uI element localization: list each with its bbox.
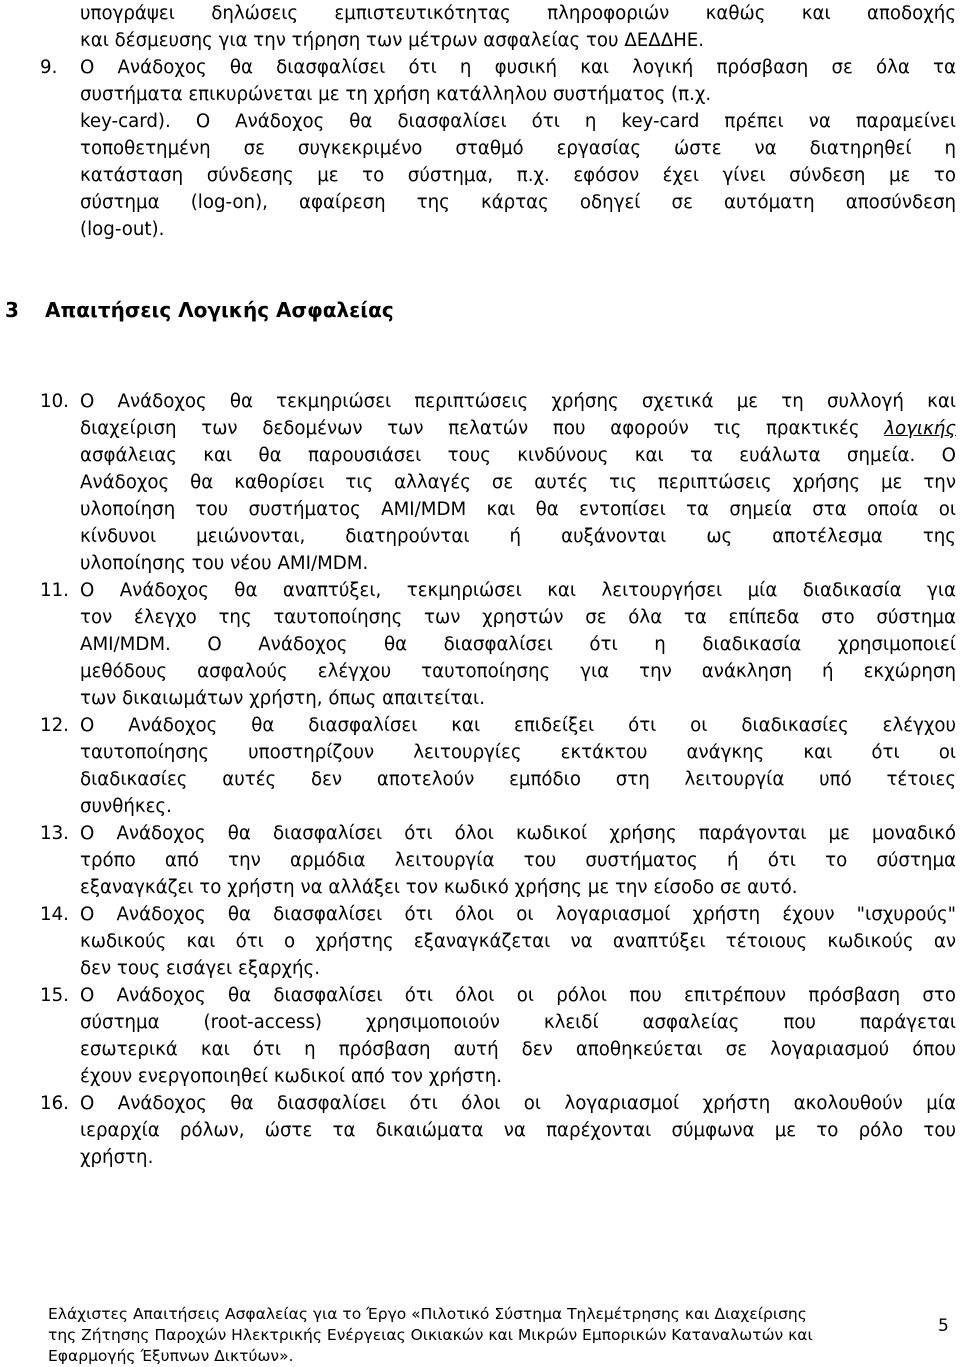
intro-line: υπογράψει δηλώσεις εμπιστευτικότητας πληροφοριών καθώς και αποδοχής	[80, 3, 956, 24]
item-number: 9.	[40, 57, 58, 78]
item-line: Ο Ανάδοχος θα διασφαλίσει ότι όλοι οι λογαριασμοί χρήστη ακολουθούν μία	[80, 1093, 956, 1114]
item-line: διαδικασίες αυτές δεν αποτελούν εμπόδιο στη λειτουργία υπό τέτοιες	[80, 769, 956, 790]
item-number: 12.	[40, 715, 69, 736]
item-line: τον έλεγχο της ταυτοποίησης των χρηστών σε όλα τα επίπεδα στο σύστημα	[80, 607, 956, 628]
item-14-paragraph	[80, 901, 956, 982]
footer-line: Εφαρμογής Έξυπνων Δικτύων».	[48, 1347, 294, 1365]
footer-line: της Ζήτησης Παροχών Ηλεκτρικής Ενέργειας Οικιακών και Μικρών Εμπορικών Καταναλωτών και	[48, 1326, 813, 1344]
item-line: ασφάλειας και θα παρουσιάσει τους κινδύνους και τα ευάλωτα σημεία. Ο	[80, 445, 956, 466]
item-line: τοποθετημένη σε συγκεκριμένο σταθμό εργασίας ώστε να διατηρηθεί η	[80, 138, 956, 159]
item-11-paragraph	[80, 577, 956, 712]
item-line: κατάσταση σύνδεσης με το σύστημα, π.χ. εφόσον έχει γίνει σύνδεση με το	[80, 165, 956, 186]
item-line: συστήματα επικυρώνεται με τη χρήση κατάλληλου συστήματος (π.χ.	[80, 84, 712, 105]
item-line: AMI/MDM. Ο Ανάδοχος θα διασφαλίσει ότι η διαδικασία χρησιμοποιεί	[80, 634, 956, 655]
item-number: 13.	[40, 823, 69, 844]
item-line: Ο Ανάδοχος θα διασφαλίσει ότι όλοι οι ρόλοι που επιτρέπουν πρόσβαση στο	[80, 985, 956, 1006]
item-line-text: διαχείριση των δεδομένων των πελατών που αφορούν τις πρακτικές	[80, 418, 885, 439]
item-line: υλοποίηση του συστήματος AMI/MDM και θα εντοπίσει τα σημεία στα οποία οι	[80, 499, 956, 520]
intro-line: και δέσμευσης για την τήρηση των μέτρων ασφαλείας του ΔΕΔΔΗΕ.	[80, 30, 705, 51]
item-line: Ο Ανάδοχος θα διασφαλίσει και επιδείξει ότι οι διαδικασίες ελέγχου	[80, 715, 956, 736]
item-line: Ο Ανάδοχος θα διασφαλίσει ότι όλοι κωδικοί χρήσης παράγονται με μοναδικό	[80, 823, 956, 844]
item-line: εσωτερικά και ότι η πρόσβαση αυτή δεν αποθηκεύεται σε λογαριασμού όπου	[80, 1039, 956, 1060]
item-line: δεν τους εισάγει εξαρχής.	[80, 958, 320, 979]
item-9-paragraph	[80, 54, 956, 243]
item-line: εξαναγκάζει το χρήστη να αλλάξει τον κωδικό χρήσης με την είσοδο σε αυτό.	[80, 877, 798, 898]
item-line: Ο Ανάδοχος θα διασφαλίσει ότι όλοι οι λογαριασμοί χρήστη έχουν "ισχυρούς"	[80, 904, 956, 925]
item-line: Ανάδοχος θα καθορίσει τις αλλαγές σε αυτές τις περιπτώσεις χρήσης με την	[80, 472, 956, 493]
item-16-paragraph	[80, 1090, 956, 1171]
item-line	[80, 415, 956, 442]
item-line: Ο Ανάδοχος θα διασφαλίσει ότι η φυσική και λογική πρόσβαση σε όλα τα	[80, 57, 956, 78]
item-line: τρόπο από την αρμόδια λειτουργία του συστήματος ή ότι το σύστημα	[80, 850, 956, 871]
page-footer	[48, 1304, 878, 1367]
intro-paragraph	[80, 0, 956, 54]
item-line: ιεραρχία ρόλων, ώστε τα δικαιώματα να παρέχονται σύμφωνα με το ρόλο του	[80, 1120, 956, 1141]
item-line: σύστημα (log-on), αφαίρεση της κάρτας οδηγεί σε αυτόματη αποσύνδεση	[80, 192, 956, 213]
section-heading	[5, 296, 394, 324]
item-15-paragraph	[80, 982, 956, 1090]
item-number: 14.	[40, 904, 69, 925]
item-number: 11.	[40, 580, 69, 601]
section-title: Απαιτήσεις Λογικής Ασφαλείας	[45, 298, 394, 322]
page-number: 5	[938, 1316, 949, 1336]
item-number: 15.	[40, 985, 69, 1006]
section-number: 3	[5, 298, 19, 322]
item-number: 16.	[40, 1093, 69, 1114]
item-line: κίνδυνοι μειώνονται, διατηρούνται ή αυξάνονται ως αποτέλεσμα της	[80, 526, 956, 547]
item-line: χρήστη.	[80, 1147, 154, 1168]
item-line: των δικαιωμάτων χρήστη, όπως απαιτείται.	[80, 688, 485, 709]
footer-line: Ελάχιστες Απαιτήσεις Ασφαλείας για το Έργο «Πιλοτικό Σύστημα Τηλεμέτρησης και Διαχείρισης	[48, 1305, 807, 1323]
item-line: κωδικούς και ότι ο χρήστης εξαναγκάζεται να αναπτύξει τέτοιους κωδικούς αν	[80, 931, 956, 952]
item-12-paragraph	[80, 712, 956, 820]
item-line: Ο Ανάδοχος θα αναπτύξει, τεκμηριώσει και λειτουργήσει μία διαδικασία για	[80, 580, 956, 601]
underlined-word: λογικής	[884, 418, 956, 439]
item-line: σύστημα (root-access) χρησιμοποιούν κλειδί ασφαλείας που παράγεται	[80, 1012, 956, 1033]
item-line: (log-out).	[80, 219, 165, 240]
item-10-paragraph	[80, 388, 956, 577]
item-line: Ο Ανάδοχος θα τεκμηριώσει περιπτώσεις χρήσης σχετικά με τη συλλογή και	[80, 391, 956, 412]
item-line: μεθόδους ασφαλούς ελέγχου ταυτοποίησης για την ανάκληση ή εκχώρηση	[80, 661, 956, 682]
item-line: key-card). Ο Ανάδοχος θα διασφαλίσει ότι η key-card πρέπει να παραμείνει	[80, 111, 956, 132]
item-line: υλοποίησης του νέου AMI/MDM.	[80, 553, 369, 574]
item-line: έχουν ενεργοποιηθεί κωδικοί από τον χρήστη.	[80, 1066, 503, 1087]
item-line: ταυτοποίησης υποστηρίζουν λειτουργίες εκτάκτου ανάγκης και ότι οι	[80, 742, 956, 763]
item-13-paragraph	[80, 820, 956, 901]
item-line: συνθήκες.	[80, 796, 172, 817]
item-number: 10.	[40, 391, 69, 412]
